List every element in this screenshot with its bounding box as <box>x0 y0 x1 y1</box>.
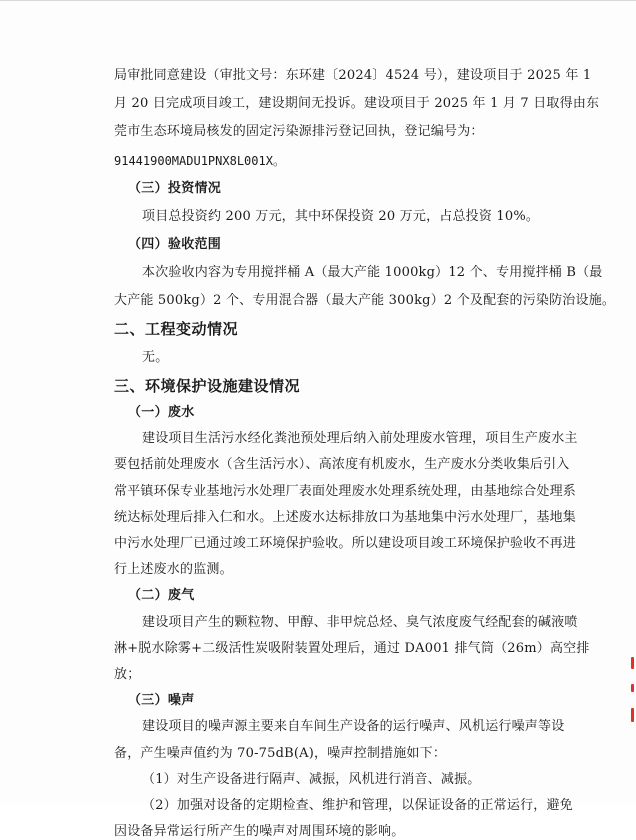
scope-text-line: 大产能 500kg）2 个、专用混合器（最大产能 300kg）2 个及配套的污染防治设施。 <box>114 293 616 308</box>
noise-item-line: （1）对生产设备进行隔声、减振，风机进行消音、减振。 <box>142 771 481 787</box>
invest-heading: （三）投资情况 <box>128 181 222 196</box>
water-text-line: 中污水处理厂已通过竣工环境保护验收。所以建设项目竣工环境保护验收不再进 <box>114 536 577 551</box>
paragraph-line: 月 20 日完成项目竣工，建设期间无投诉。建设项目于 2025 年 1 月 7 日取得由东 <box>114 96 600 111</box>
noise-item-line: （2）加强对设备的定期检查、维护和管理，以保证设备的正常运行，避免 <box>142 798 573 813</box>
invest-text: 项目总投资约 200 万元，其中环保投资 20 万元，占总投资 10%。 <box>142 209 540 224</box>
seal-edge-mark <box>631 657 634 669</box>
gas-text-line: 放； <box>114 667 141 682</box>
section-3-heading: 三、环境保护设施建设情况 <box>114 377 301 395</box>
seal-edge-mark <box>631 708 634 722</box>
water-text-line: 统达标处理后排入仁和水。上述废水达标排放口为基地集中污水处理厂，基地集 <box>114 509 577 525</box>
section-2-text: 无。 <box>142 350 169 365</box>
paragraph-line: 局审批同意建设（审批文号：东环建〔2024〕4524 号），建设项目于 2025 年 1 <box>114 68 592 83</box>
seal-edge-mark <box>631 684 634 692</box>
paragraph-line: 莞市生态环境局核发的固定污染源排污登记回执，登记编号为： <box>114 124 484 139</box>
section-2-heading: 二、工程变动情况 <box>114 320 239 338</box>
noise-text-line: 备，产生噪声值约为 70-75dB(A)，噪声控制措施如下： <box>114 745 447 761</box>
page-top-border <box>0 0 636 1</box>
gas-text-line: 淋+脱水除雾+二级活性炭吸附装置处理后，通过 DA001 排气筒（26m）高空排 <box>114 640 590 656</box>
scope-heading: （四）验收范围 <box>128 237 222 252</box>
gas-heading: （二）废气 <box>128 588 195 604</box>
gas-text-line: 建设项目产生的颗粒物、甲醇、非甲烷总烃、臭气浓度废气经配套的碱液喷 <box>142 614 578 630</box>
noise-text-line: 建设项目的噪声源主要来自车间生产设备的运行噪声、风机运行噪声等设 <box>142 719 565 735</box>
noise-heading: （三）噪声 <box>128 693 195 709</box>
water-text-line: 行上述废水的监测。 <box>114 562 233 578</box>
water-text-line: 常平镇环保专业基地污水处理厂表面处理废水处理系统处理，由基地综合处理系 <box>114 483 577 499</box>
water-text-line: 建设项目生活污水经化粪池预处理后纳入前处理废水管理，项目生产废水主 <box>142 431 578 447</box>
water-heading: （一）废水 <box>128 405 195 420</box>
registration-number: 91441900MADU1PNX8L001X。 <box>114 154 285 168</box>
noise-item-line: 因设备异常运行所产生的噪声对周围环境的影响。 <box>114 824 405 840</box>
scope-text-line: 本次验收内容为专用搅拌桶 A（最大产能 1000kg）12 个、专用搅拌桶 B（最 <box>142 265 603 280</box>
water-text-line: 要包括前处理废水（含生活污水）、高浓度有机废水，生产废水分类收集后引入 <box>114 457 570 473</box>
